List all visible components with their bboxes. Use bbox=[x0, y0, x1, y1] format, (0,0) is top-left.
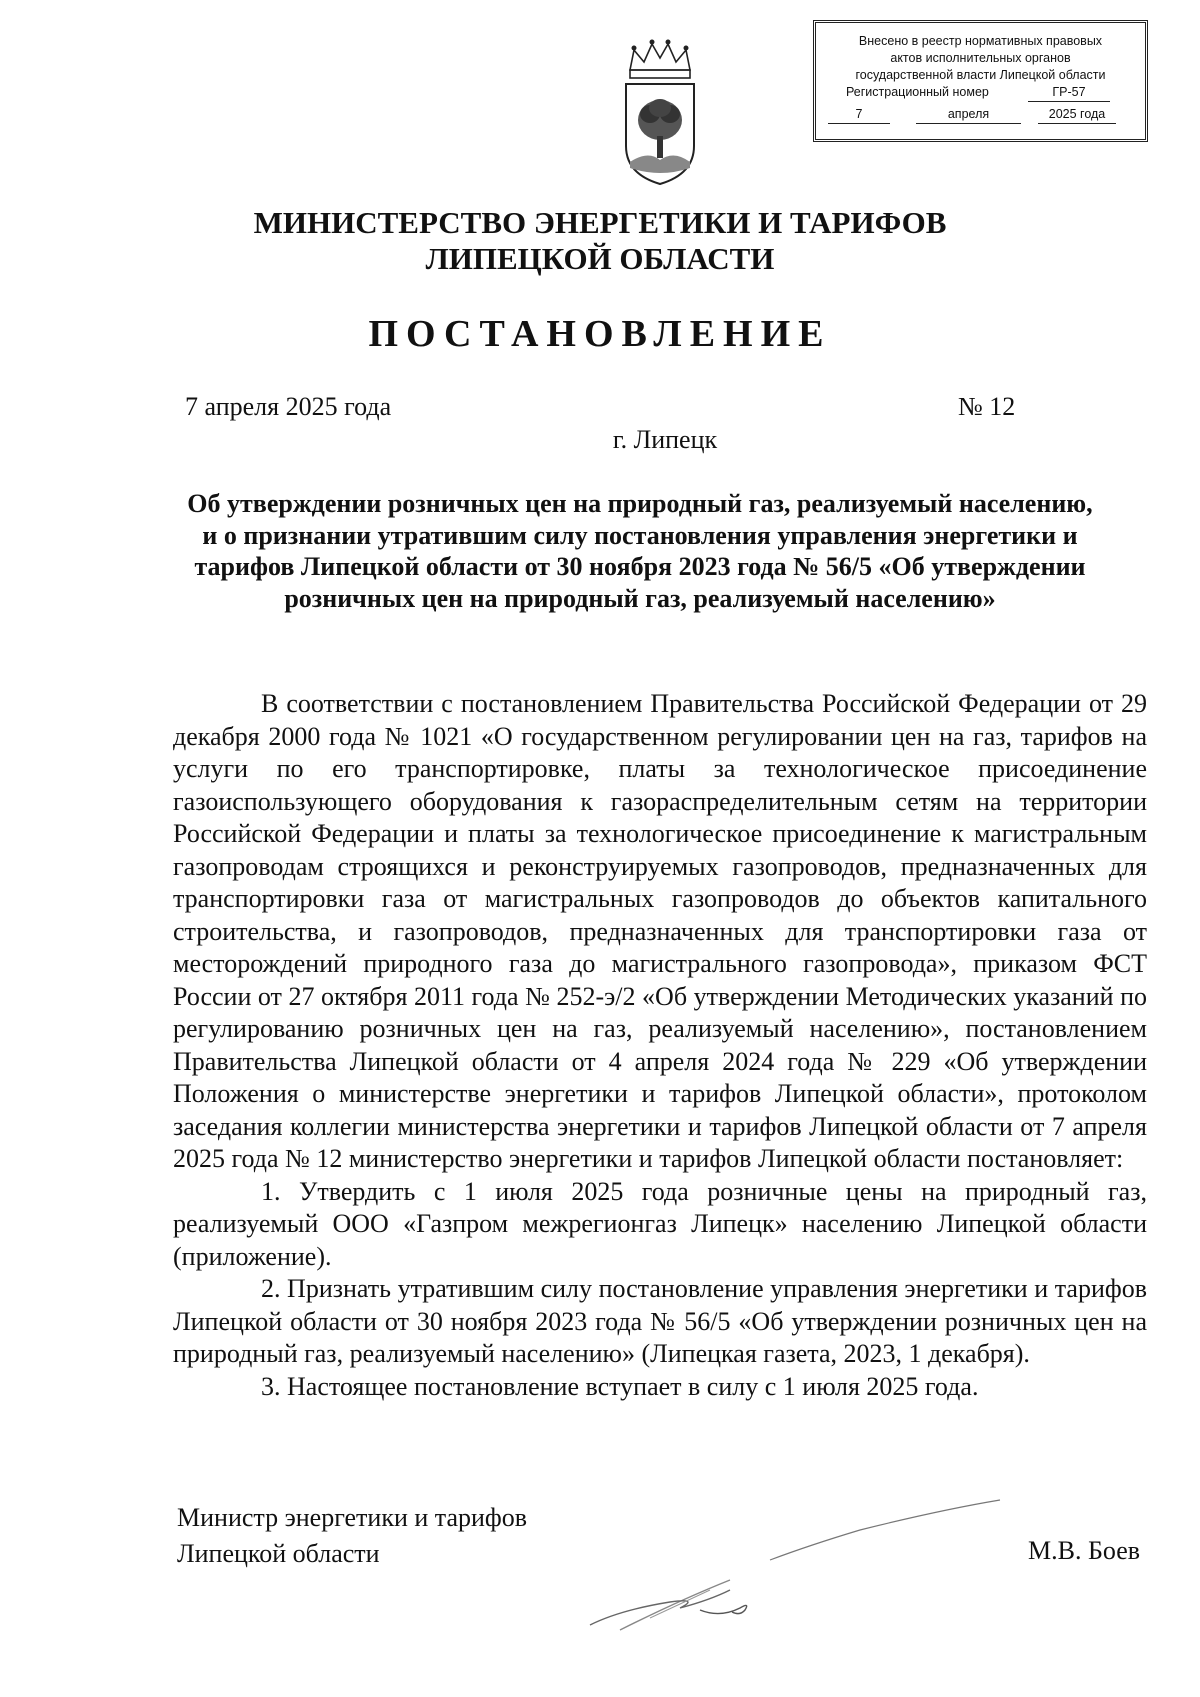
signatory-position-line-1: Министр энергетики и тарифов bbox=[177, 1503, 528, 1532]
stamp-day: 7 bbox=[828, 106, 890, 124]
item-2-paragraph: 2. Признать утратившим силу постановление управления энергетики и тарифов Липецкой области от 30 ноября 2023 года № 56/5 «Об утверждении розничных цен на природный газ, реализуемый населению» (Липецкая газета, 2023, 1 декабря). bbox=[173, 1274, 1147, 1368]
ministry-name-line-1: МИНИСТЕРСТВО ЭНЕРГЕТИКИ И ТАРИФОВ bbox=[253, 205, 947, 240]
document-date: 7 апреля 2025 года bbox=[185, 392, 392, 421]
document-title: Об утверждении розничных цен на природный газ, реализуемый населению, и о признании утратившим силу постановления управления энергетики и тарифов Липецкой области от 30 ноября 2023 года № 56/5 «Об утверждении розничных цен на природный газ, реализуемый населению» bbox=[187, 489, 1093, 613]
stamp-registration-row bbox=[816, 84, 1145, 101]
signatory-name: М.В. Боев bbox=[1028, 1536, 1141, 1565]
signatory-position bbox=[177, 1500, 527, 1572]
registry-stamp bbox=[813, 20, 1148, 142]
document-body bbox=[173, 688, 1147, 1403]
document-number: № 12 bbox=[958, 392, 1016, 421]
item-3-paragraph: 3. Настоящее постановление вступает в силу с 1 июля 2025 года. bbox=[261, 1371, 979, 1401]
stamp-registration-label: Регистрационный номер bbox=[846, 85, 989, 99]
item-1-paragraph: 1. Утвердить с 1 июля 2025 года розничные цены на природный газ, реализуемый ООО «Газпром межрегионгаз Липецк» населению Липецкой области (приложение). bbox=[173, 1176, 1147, 1271]
signatory-position-line-2: Липецкой области bbox=[177, 1539, 380, 1568]
ministry-name-line-2: ЛИПЕЦКОЙ ОБЛАСТИ bbox=[425, 241, 775, 276]
lipetsk-coat-of-arms-icon bbox=[620, 38, 700, 188]
document-city: г. Липецк bbox=[612, 425, 718, 454]
stamp-registration-number: ГР-57 bbox=[1028, 84, 1110, 102]
stamp-line-3: государственной власти Липецкой области bbox=[855, 68, 1106, 82]
stamp-year: 2025 года bbox=[1038, 106, 1116, 124]
stamp-line-1: Внесено в реестр нормативных правовых bbox=[858, 34, 1103, 48]
stamp-month: апреля bbox=[916, 106, 1021, 124]
handwritten-signature bbox=[560, 1490, 1020, 1640]
document-type: ПОСТАНОВЛЕНИЕ bbox=[368, 313, 832, 355]
ministry-name bbox=[0, 205, 1200, 277]
stamp-date-row bbox=[816, 106, 1145, 123]
preamble-paragraph: В соответствии с постановлением Правительства Российской Федерации от 29 декабря 2000 года № 1021 «О государственном регулировании цен на газ, тарифов на услуги по его транспортировке, платы за технологическое присоединение газоиспользующего оборудования к газораспределительным сетям на территории Российской Федерации и платы за технологическое присоединение к магистральным газопроводам строящихся и реконструируемых газопроводов, предназначенных для транспортировки газа от магистральных газопроводов до объектов капитального строительства, и газопроводов, предназначенных для транспортировки газа от месторождений природного газа до магистрального газопровода», приказом ФСТ России от 27 октября 2011 года № 252-э/2 «Об утверждении Методических указаний по регулированию розничных цен на газ, реализуемый населению», постановлением Правительства Липецкой области от 4 апреля 2024 года № 229 «Об утверждении Положения о министерстве энергетики и тарифов Липецкой области», протоколом заседания коллегии министерства энергетики и тарифов Липецкой области от 7 апреля 2025 года № 12 министерство энергетики и тарифов Липецкой области постановляет: bbox=[173, 689, 1147, 1173]
stamp-line-2: актов исполнительных органов bbox=[890, 51, 1071, 65]
